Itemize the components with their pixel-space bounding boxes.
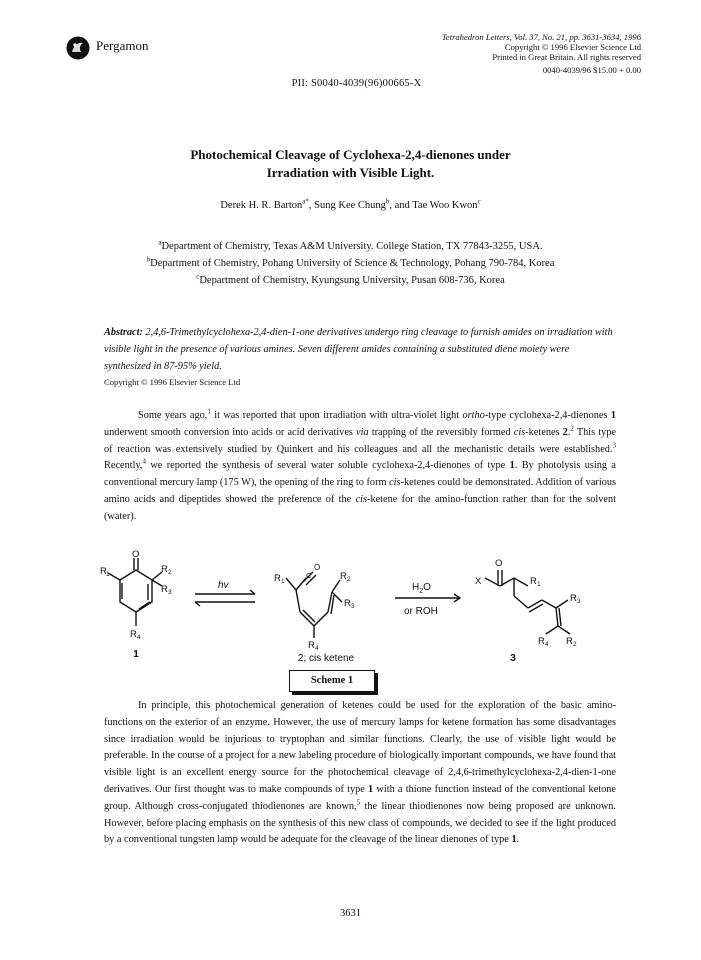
page-number: 3631 [340,908,361,919]
hv-label: hv [218,580,229,591]
substituent-r3: R [161,584,168,595]
subscript-1: 1 [281,578,285,585]
author-list: Derek H. R. Barton$^{a*}$, Sung Kee Chung$^b$, and Tae Woo Kwon$^c$ [220,197,481,211]
compound-label-3: 3 [510,653,516,664]
water-label: $H_2O$ [412,582,431,595]
substituent-r1: R [530,576,537,587]
substituent-r3: R [344,598,351,609]
compound-label-2: 2; cis ketene [297,653,355,664]
substituent-r2: R [566,636,573,647]
substituent-r2: R [161,564,168,575]
title-line: Photochemical Cleavage of Cyclohexa-2,4-dienones under [190,147,511,162]
carbon-atom: C [306,571,312,580]
abstract-label: Abstract: [104,327,143,338]
publisher-name: Pergamon [96,38,149,53]
substituent-r3: R [570,593,577,604]
substituent-r1: R [274,573,281,584]
substituent-r4: R [538,636,545,647]
subscript-2: 2 [347,576,351,583]
affiliation: $^b$Department of Chemistry, Pohang University of Science & Technology, Pohang 790-784, Korea [146,255,555,269]
subscript-1: 1 [106,571,110,578]
substituent-r4: R [130,629,137,640]
journal-price: 0040-4039/96 $15.00 + 0.00 [542,65,641,75]
body-paragraph: Some years ago,$^1$ it was reported that upon irradiation with ultra-violet light ortho-type cyclohexa-2,4-dienones 1 underwent smooth conversion into acids or acid derivatives via trapping of the reversibly formed cis-ketenes 2.$^2$ This type of reaction was extensively studied by Quinkert and his colleagues and all the mechanistic details were established.$^3$ Recently,$^4$ we reported the synthesis of several water soluble cyclohexa-2,4-dienones of type 1. By photolysis using a conventional mercury lamp (175 W), the opening of the ring to form cis-ketenes could be demonstrated. Addition of various amino acids and dipeptides showed the preference of the cis-ketene for the amino-function rather than for the solvent (water). [104,407,617,522]
subscript-2: 2 [573,641,577,648]
article-title [80,146,621,182]
subscript-4: 4 [137,634,141,641]
title-line: Irradiation with Visible Light. [266,165,435,180]
journal-citation: Tetrahedron Letters, Vol. 37, No. 21, pp. 3631-3634, 1996 [441,32,641,42]
journal-info [442,32,641,75]
affiliation: $^a$Department of Chemistry, Texas A&M University. College Station, TX 77843-3255, USA. [158,238,543,252]
subscript-4: 4 [545,641,549,648]
substituent-r4: R [308,640,315,651]
subscript-2: 2 [168,569,172,576]
oxygen-atom-2: O [314,563,321,572]
oxygen-atom-1: O [132,550,140,560]
affiliation-list [0,238,701,289]
abstract [104,324,616,375]
body-paragraph: In principle, this photochemical generation of ketenes could be used for the exploration of the basic amino-functions on the exterior of an enzyme. However, the use of mercury lamps for ketene formation has some disadvantages since irradiation would be injurious to tryptophan and similar functions. Clearly, the use of visible light would be preferable. In the course of a project for a new labeling procedure of biologically important compounds, we have found that visible light is an excellent energy source for the photochemical cleavage of 2,4,6-trimethylcyclohexa-2,4-dien-1-one derivatives. Our first thought was to make compounds of type 1 with a thione function instead of the conventional ketone group. Although cross-conjugated thiodienones are known,$^5$ the linear thiodienones now being proposed are unknown. However, before placing emphasis on the synthesis of this new class of compounds, we decided to see if the light produced by a conventional tungsten lamp would be adequate for the cleavage of the linear dienones of type 1. [104,700,617,846]
subscript-3: 3 [168,589,172,596]
roh-label: or ROH [404,606,438,617]
subscript-1: 1 [537,581,541,588]
elsevier-logo [66,36,90,60]
pii-line: PII: S0040-4039(96)00665-X [291,78,422,89]
subscript-3: 3 [351,603,355,610]
abstract-text: 2,4,6-Trimethylcyclohexa-2,4-dien-1-one derivatives undergo ring cleavage to furnish amides on irradiation with visible light in the presence of various amines. Seven different amides containing a substituted diene moiety were synthesized in 87-95% yield. [104,327,613,372]
compound-label-1: 1 [133,649,139,660]
subscript-3: 3 [577,598,581,605]
substituent-r1: R [100,566,107,577]
subscript-4: 4 [315,645,319,652]
scheme-label: Scheme 1 [289,670,375,692]
abstract-copyright: Copyright © 1996 Elsevier Science Ltd [104,377,241,387]
journal-printed: Printed in Great Britain. All rights reserved [492,52,641,62]
oxygen-atom-3: O [495,558,503,569]
journal-copyright: Copyright © 1996 Elsevier Science Ltd [504,42,641,52]
substituent-r2: R [340,571,347,582]
x-group: X [475,576,482,587]
affiliation: $^c$Department of Chemistry, Kyungsung University, Pusan 608-736, Korea [196,272,505,286]
